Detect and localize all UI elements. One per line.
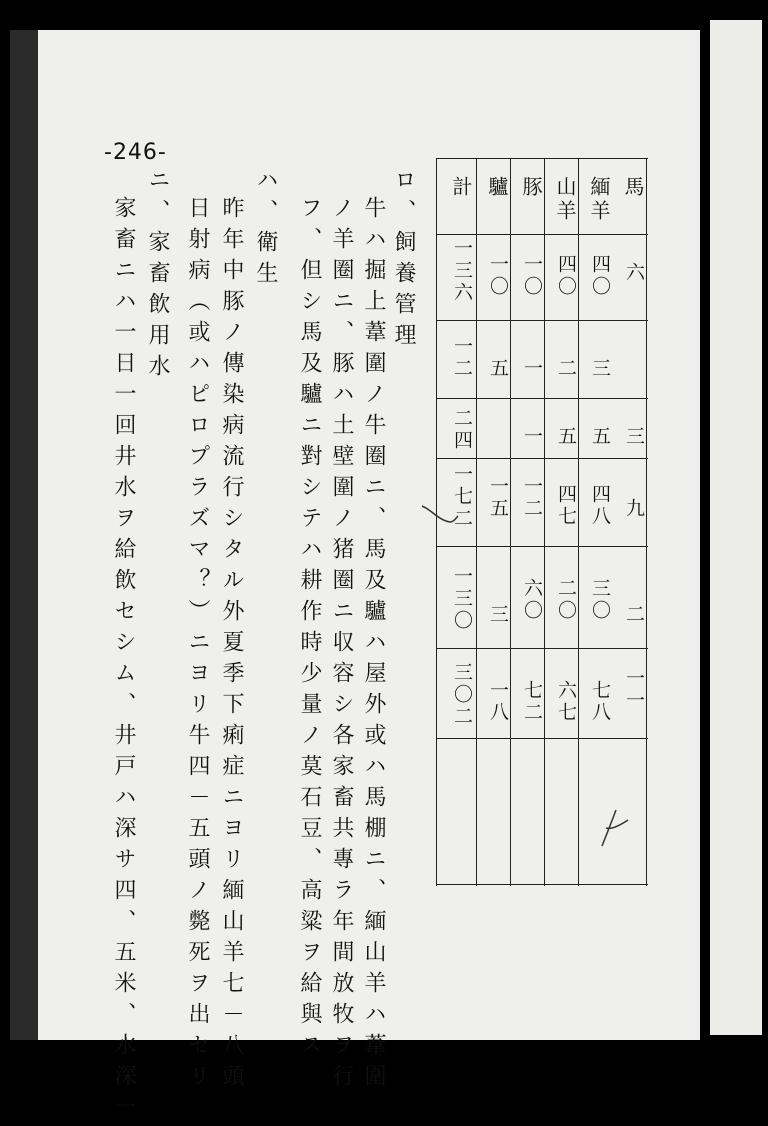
table-cell: 一	[521, 426, 543, 448]
text-line: 日射病（或ハピロプラズマ？）ニヨリ牛四－五頭ノ斃死ヲ出セリ	[185, 196, 210, 1095]
table-cell: 一一	[623, 668, 645, 712]
table-cell: 六	[623, 262, 645, 284]
table-cell: 一二	[451, 336, 473, 380]
table-header-horse: 馬	[621, 176, 645, 200]
adjacent-page-strip	[710, 20, 762, 1035]
table-cell: 四七	[555, 484, 577, 528]
table-cell: 一二	[521, 476, 543, 520]
table-cell: 二	[623, 604, 645, 626]
table-cell: 一七二	[451, 464, 473, 530]
table-cell: 七二	[521, 680, 543, 724]
handwritten-checkmark-icon	[594, 806, 634, 856]
text-line: フ、但シ馬及驢ニ對シテハ耕作時少量ノ莫石豆、高粱ヲ給與ス	[297, 196, 322, 1064]
table-cell: 三〇	[589, 578, 611, 622]
text-line: 昨年中豚ノ傳染病流行シタル外夏季下痢症ニヨリ緬山羊七－八頭	[219, 196, 244, 1095]
table-header-total: 計	[449, 176, 473, 200]
table-cell: 四八	[589, 484, 611, 528]
table-cell: 一五	[487, 476, 509, 520]
table-cell: 三	[589, 358, 611, 380]
text-line: 牛ハ掘上葦圍ノ牛圈ニ、馬及驢ハ屋外或ハ馬棚ニ、緬山羊ハ葦圍	[361, 196, 386, 1095]
table-cell: 一〇	[487, 254, 509, 298]
section-heading-drinking-water: ニ、家畜飲用水	[145, 168, 170, 385]
table-cell: 六七	[555, 680, 577, 724]
table-cell: 三	[487, 604, 509, 626]
table-cell: 一八	[487, 680, 509, 724]
table-cell: 一三六	[451, 238, 473, 304]
livestock-table	[436, 158, 648, 886]
text-line: ノ羊圈ニ、豚ハ土壁圍ノ猪圈ニ収容シ各家畜共專ラ年間放牧ヲ行	[329, 196, 354, 1095]
page-number: -246-	[104, 140, 167, 165]
table-cell: 二四	[451, 408, 473, 452]
table-cell: 四〇	[589, 254, 611, 298]
table-cell: 五	[555, 426, 577, 448]
table-cell: 五	[487, 358, 509, 380]
table-cell: 一	[521, 358, 543, 380]
section-heading-feeding: ロ、飼養管理	[391, 168, 416, 354]
table-cell: 六〇	[521, 578, 543, 622]
table-cell: 九	[623, 498, 645, 520]
table-cell: 四〇	[555, 254, 577, 298]
table-cell: 五	[589, 426, 611, 448]
section-heading-hygiene: ハ、衛生	[253, 168, 278, 292]
table-cell: 一〇	[521, 254, 543, 298]
table-header-sheep: 緬羊	[587, 176, 611, 224]
table-header-pig: 豚	[519, 176, 543, 200]
table-cell: 七八	[589, 680, 611, 724]
table-cell: 二〇	[555, 578, 577, 622]
table-header-goat: 山羊	[553, 176, 577, 224]
table-cell: 一三〇	[451, 566, 473, 632]
table-cell: 三	[623, 426, 645, 448]
text-line: 家畜ニハ一日一回井水ヲ給飲セシム、井戸ハ深サ四、五米、水深一	[111, 196, 136, 1126]
table-cell: 三〇二	[451, 662, 473, 728]
handwritten-mark-icon	[420, 498, 460, 528]
table-cell: 二	[555, 358, 577, 380]
table-header-donkey: 驢	[485, 176, 509, 200]
